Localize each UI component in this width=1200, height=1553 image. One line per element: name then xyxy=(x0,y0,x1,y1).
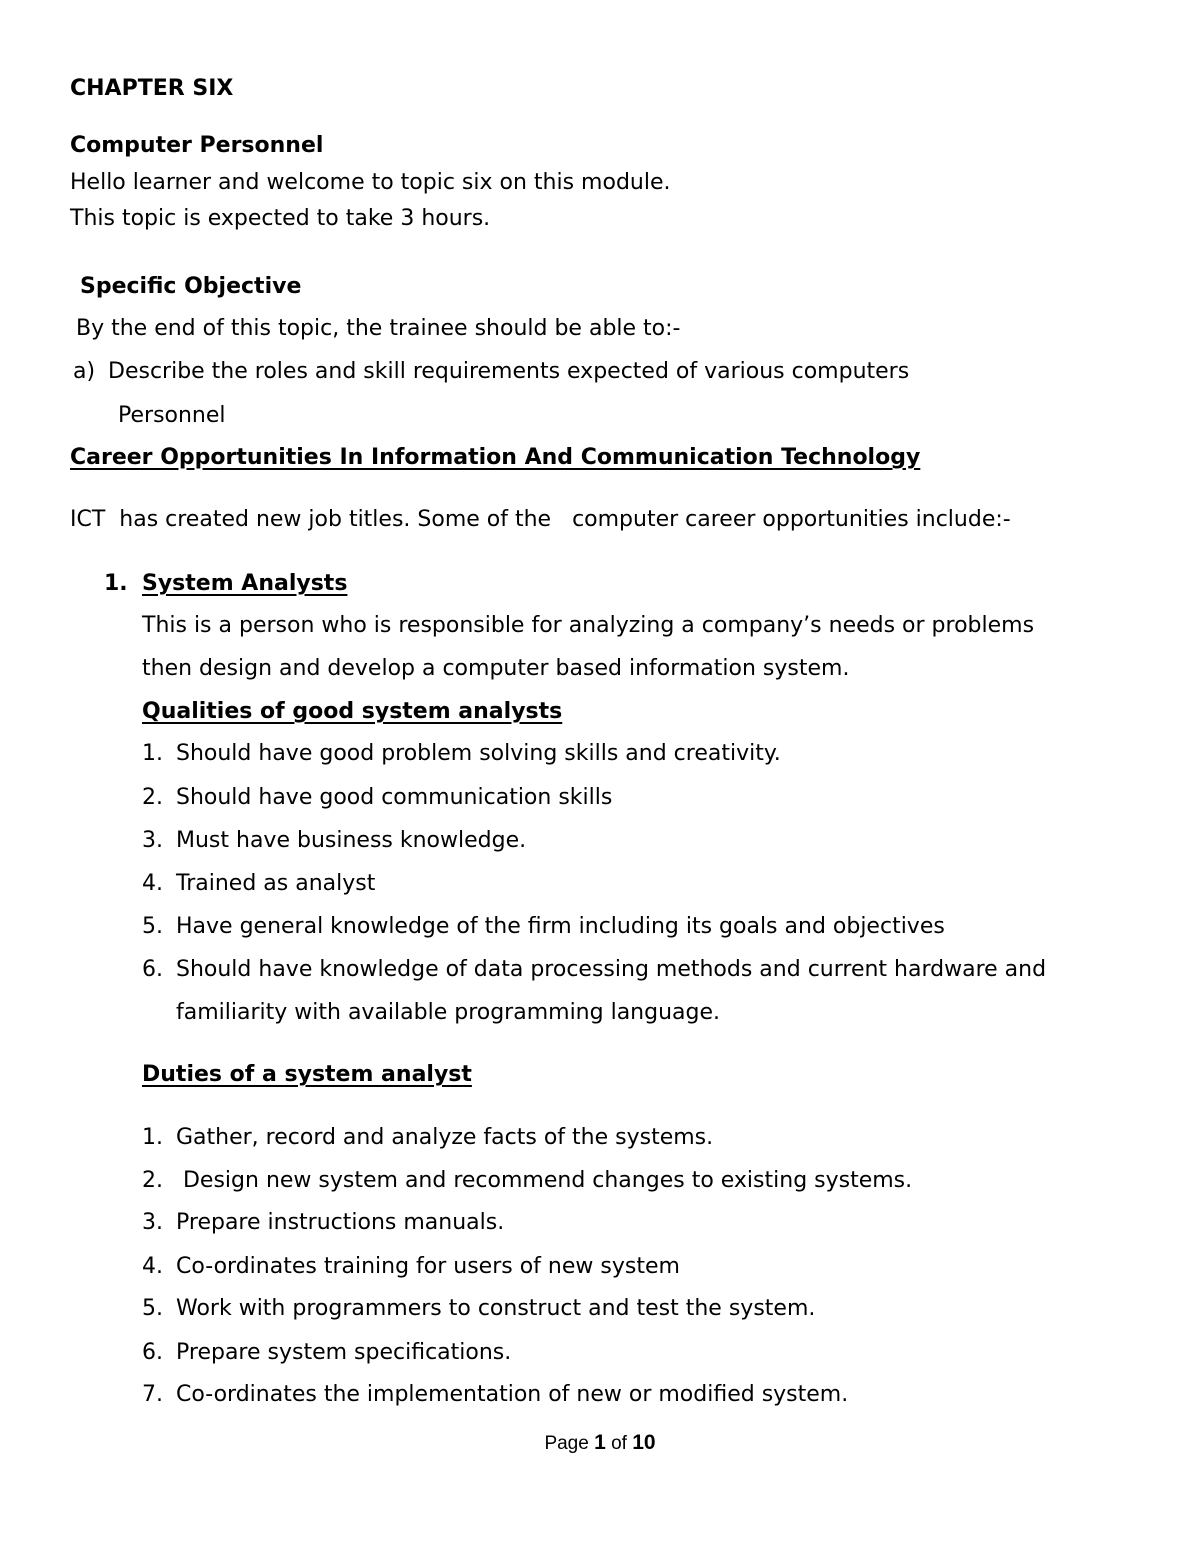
quality-item: Should have good communication skills xyxy=(176,785,613,810)
duty-item: Gather, record and analyze facts of the systems. xyxy=(176,1125,714,1150)
quality-number: 3. xyxy=(142,828,163,853)
analyst-heading: System Analysts xyxy=(142,571,348,596)
objective-item-marker: a) xyxy=(73,359,96,384)
duty-number: 1. xyxy=(142,1125,163,1150)
quality-number: 5. xyxy=(142,914,163,939)
duty-number: 2. xyxy=(142,1168,163,1193)
footer-page-total: 10 xyxy=(632,1431,656,1454)
quality-item: Have general knowledge of the firm including its goals and objectives xyxy=(176,914,945,939)
analyst-desc-line-1: This is a person who is responsible for analyzing a company’s needs or problems xyxy=(142,613,1035,638)
objective-lead: By the end of this topic, the trainee should be able to:- xyxy=(76,316,681,341)
chapter-heading: CHAPTER SIX xyxy=(70,76,234,101)
quality-number: 1. xyxy=(142,741,163,766)
duty-number: 6. xyxy=(142,1340,163,1365)
duties-heading: Duties of a system analyst xyxy=(142,1062,472,1087)
duty-number: 3. xyxy=(142,1210,163,1235)
page-footer xyxy=(0,1432,1200,1453)
footer-of-word: of xyxy=(611,1433,627,1454)
objective-item-text: Describe the roles and skill requirements expected of various computers xyxy=(108,359,910,384)
career-heading: Career Opportunities In Information And Communication Technology xyxy=(70,445,921,470)
duty-item: Work with programmers to construct and test the system. xyxy=(176,1296,816,1321)
quality-item: Should have good problem solving skills and creativity. xyxy=(176,741,781,766)
footer-page-word: Page xyxy=(544,1433,589,1454)
duty-item: Prepare instructions manuals. xyxy=(176,1210,505,1235)
quality-item-cont: familiarity with available programming language. xyxy=(176,1000,721,1025)
duty-number: 7. xyxy=(142,1382,163,1407)
objective-title: Specific Objective xyxy=(80,274,302,299)
duty-number: 5. xyxy=(142,1296,163,1321)
career-intro: ICT has created new job titles. Some of the computer career opportunities include:- xyxy=(70,507,1011,532)
analyst-desc-line-2: then design and develop a computer based information system. xyxy=(142,656,850,681)
footer-page-current: 1 xyxy=(594,1431,606,1454)
quality-number: 6. xyxy=(142,957,163,982)
quality-number: 2. xyxy=(142,785,163,810)
duty-item: Prepare system specifications. xyxy=(176,1340,512,1365)
duty-number: 4. xyxy=(142,1254,163,1279)
quality-item: Must have business knowledge. xyxy=(176,828,527,853)
duty-item: Co-ordinates training for users of new system xyxy=(176,1254,680,1279)
intro-line-1: Hello learner and welcome to topic six on this module. xyxy=(70,170,671,195)
duty-item: Design new system and recommend changes to existing systems. xyxy=(176,1168,913,1193)
intro-line-2: This topic is expected to take 3 hours. xyxy=(70,206,491,231)
topic-heading: Computer Personnel xyxy=(70,133,324,158)
analyst-number: 1. xyxy=(104,571,128,596)
quality-number: 4. xyxy=(142,871,163,896)
quality-item: Trained as analyst xyxy=(176,871,376,896)
quality-item: Should have knowledge of data processing methods and current hardware and xyxy=(176,957,1047,982)
qualities-heading: Qualities of good system analysts xyxy=(142,699,563,724)
duty-item: Co-ordinates the implementation of new or modified system. xyxy=(176,1382,849,1407)
objective-item-text-cont: Personnel xyxy=(118,403,226,428)
